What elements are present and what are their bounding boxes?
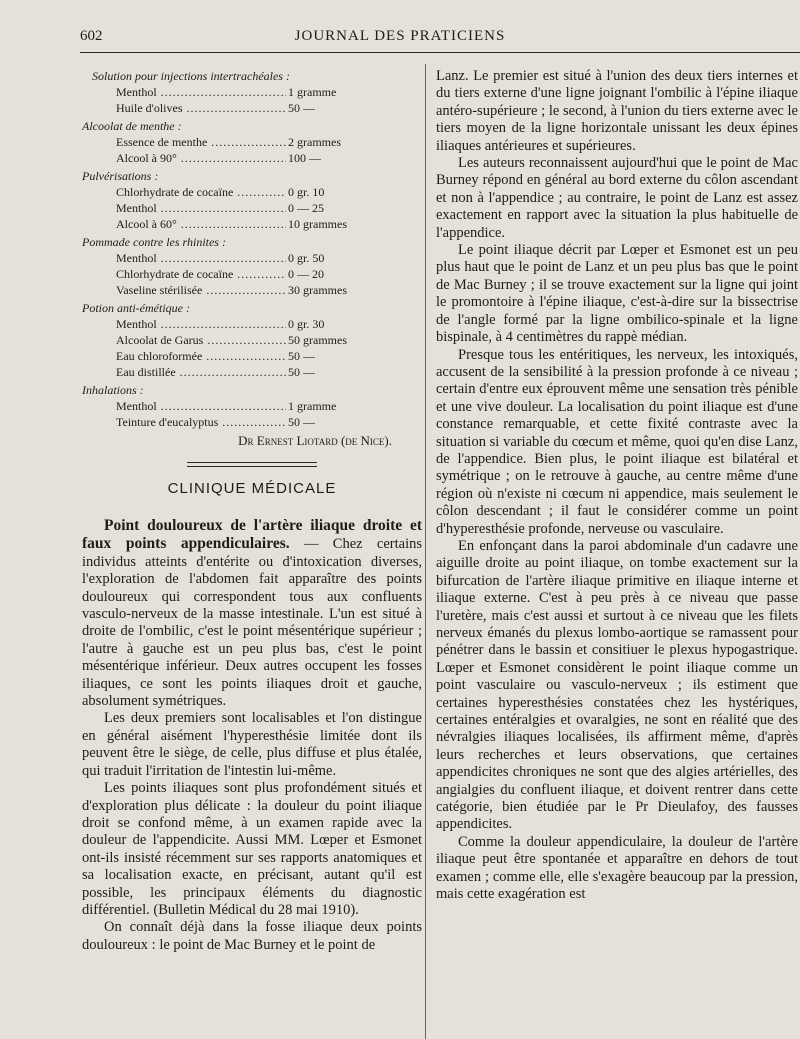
prescription-line [82, 84, 422, 100]
dose: 0 gr. 50 [288, 251, 325, 265]
ingredient: Menthol ..... [116, 84, 286, 100]
prescription-list [82, 68, 422, 430]
dose: 0 gr. 10 [288, 185, 325, 199]
article-paragraph: Lanz. Le premier est situé à l'union des deux tiers internes et du tiers externe d'une ligne joignant l'ombilic à l'épine iliaque antéro-supérieure ; le second, à l'union du tiers externe avec le tiers moyen de la ligne horizontale unissant les deux épines iliaques antérieures et supérieures. [436, 68, 798, 154]
dose: 100 — [288, 151, 321, 165]
prescription-title: Alcoolat de menthe : [82, 119, 182, 133]
dose: 50 — [288, 365, 315, 379]
prescription-line [82, 150, 422, 166]
ingredient: Alcoolat de Garus ..... [116, 332, 286, 348]
header-rule [80, 52, 800, 53]
prescription-line [82, 316, 422, 332]
prescription-line [82, 332, 422, 348]
dose: 50 — [288, 349, 315, 363]
column-divider [425, 64, 426, 1039]
ingredient: Huile d'olives ..... [116, 100, 286, 116]
prescription-title: Solution pour injections intertrachéales : [92, 69, 290, 83]
ingredient: Alcool à 90° ..... [116, 150, 286, 166]
article-paragraph: Le point iliaque décrit par Lœper et Esmonet est un peu plus haut que le point de Lanz et un peu plus bas que le point de Mac Burney ; il se trouve exactement sur la ligne qui joint le promontoire à l'épine iliaque, c'est-à-dire sur la bissectrise de l'angle formé par la ligne ombilico-spinale et la ligne bispinale, à 4 centimètres du rappè médian. [436, 242, 798, 346]
article-paragraph: En enfonçant dans la paroi abdominale d'un cadavre une aiguille droite au point iliaque, on tombe exactement sur la bifurcation de l'artère iliaque primitive en iliaque interne et iliaque externe. C'est à peu près à ce niveau que passe l'uretère, mais c'est aussi et surtout à ce niveau que les filets nerveux émanés du plexus lombo-aortique se ramassent pour pénétrer dans le bassin et consitiuer le plexus hypogastrique. Lœper et Esmonet considèrent le point iliaque comme un point vasculaire ou vasculo-nerveux ; ils estiment que certaines hyperesthésies constatées chez les hystériques, certaines entéralgies et ovaralgies, ne sont en réalité que des névralgies iliaques localisées, ils affirment même, d'après leurs recherches et leurs observations, que certaines appendicites chroniques ne sont que des algies artérielles, des angialgies du confluent iliaque, et doivent rentrer dans cette catégorie, bien étudiée par le Pr Dieulafoy, des fausses appendicites. [436, 537, 798, 833]
page-header [0, 28, 800, 50]
dose: 0 — 25 [288, 201, 324, 215]
article-paragraph: Les points iliaques sont plus profondément situés et d'exploration plus délicate : la douleur du point iliaque droit se confond même, à un examen rapide avec la douleur de l'appendicite. Aussi MM. Lœper et Esmonet ont-ils insisté récemment sur ses rapports anatomiques et sa localisation exacte, en précisant, autant qu'il est possible, les principaux éléments du diagnostic différentiel. (Bulletin Médical du 28 mai 1910). [82, 780, 422, 918]
ingredient: Alcool à 60° ..... [116, 216, 286, 232]
author-signature: Dr Ernest Liotard (de Nice). [238, 433, 392, 448]
journal-title: JOURNAL DES PRATICIENS [294, 28, 506, 44]
prescription-title: Pommade contre les rhinites : [82, 235, 226, 249]
dose: 2 grammes [288, 135, 341, 149]
article-paragraph [82, 517, 422, 710]
article-paragraph: On connaît déjà dans la fosse iliaque deux points douloureux : le point de Mac Burney et le point de [82, 919, 422, 953]
dose: 1 gramme [288, 85, 337, 99]
prescription-line [82, 216, 422, 232]
article-text: — Chez certains individus atteints d'entérite ou d'intoxication diverses, l'exploration de l'abdomen fait apparaître des points douloureux qui correspondent tous aux confluents vasculo-nerveux de la masse intestinale. L'un est situé à droite de l'ombilic, c'est le point mésentérique supérieur ; l'autre à gauche est un peu plus bas, c'est le point mésentérique inférieur. Deux autres occupent les fosses iliaques, ce sont les points iliaques droit et gauche, absolument symétriques. [82, 536, 422, 710]
ingredient: Menthol ..... [116, 250, 286, 266]
dose: 0 gr. 30 [288, 317, 325, 331]
prescription-line [82, 348, 422, 364]
article-paragraph: Comme la douleur appendiculaire, la douleur de l'artère iliaque peut être spontanée et apparaître en dehors de tout examen ; comme elle, elle s'exagère beaucoup par la pression, mais cette exagération est [436, 833, 798, 903]
section-title: CLINIQUE MÉDICALE [167, 480, 337, 497]
ingredient: Eau distillée ..... [116, 364, 286, 380]
prescription-title: Potion anti-émétique : [82, 301, 190, 315]
dose: 1 gramme [288, 399, 337, 413]
prescription-line [82, 200, 422, 216]
ingredient: Essence de menthe ..... [116, 134, 286, 150]
prescription-line [82, 134, 422, 150]
ingredient: Vaseline stérilisée ..... [116, 282, 286, 298]
page-number: 602 [80, 28, 103, 44]
ingredient: Menthol ..... [116, 398, 286, 414]
prescription-line [82, 100, 422, 116]
prescription-title: Pulvérisations : [82, 169, 159, 183]
ingredient: Teinture d'eucalyptus ..... [116, 414, 286, 430]
ingredient: Menthol ..... [116, 200, 286, 216]
ingredient: Chlorhydrate de cocaïne ..... [116, 184, 286, 200]
prescription-line [82, 398, 422, 414]
section-rules [187, 462, 317, 470]
ingredient: Menthol ..... [116, 316, 286, 332]
article-paragraph: Les auteurs reconnaissent aujourd'hui que le point de Mac Burney répond en général au bord externe du côlon ascendant et non à l'appendice ; au contraire, le point de Lanz est assez exactement en rapport avec la situation la plus habituelle de l'appendice. [436, 155, 798, 241]
prescription-line [82, 364, 422, 380]
dose: 50 — [288, 415, 315, 429]
ingredient: Eau chloroformée ..... [116, 348, 286, 364]
prescription-line [82, 266, 422, 282]
right-column [436, 68, 798, 904]
prescription-title: Inhalations : [82, 383, 144, 397]
prescription-line [82, 282, 422, 298]
article-lead: Point douloureux de l'artère iliaque droite et faux points appendiculaires. [82, 517, 422, 553]
prescription-line [82, 250, 422, 266]
dose: 30 grammes [288, 283, 347, 297]
article-paragraph: Les deux premiers sont localisables et l'on distingue en général aisément l'hyperesthésie limitée dont ils peuvent être le siège, de celle, plus diffuse et plus étalée, qui traduit l'irritation de l'intestin lui-même. [82, 710, 422, 779]
dose: 50 grammes [288, 333, 347, 347]
dose: 50 — [288, 101, 315, 115]
ingredient: Chlorhydrate de cocaïne ..... [116, 266, 286, 282]
article-left [82, 517, 422, 954]
article-paragraph: Presque tous les entéritiques, les nerveux, les intoxiqués, accusent de la sensibilité à la pression profonde à ce niveau ; certain d'entre eux éprouvent même une sensation très pénible et une vive douleur. La localisation du point iliaque est d'une constance remarquable, et cette fixité contraste avec la situation si variable du cœcum et même, quoi qu'en dise Lanz, de l'appendice. Bien plus, le point iliaque est bilatéral et symétrique ; on le retrouve à gauche, au centre même d'une région où n'existe ni cœcum ni appendice, mais seulement le côlon descendant ; il faut le considérer comme un point d'hyperesthésie profonde, nerveuse ou vasculaire. [436, 346, 798, 537]
prescription-line [82, 414, 422, 430]
prescription-line [82, 184, 422, 200]
dose: 0 — 20 [288, 267, 324, 281]
dose: 10 grammes [288, 217, 347, 231]
left-column [82, 68, 422, 954]
